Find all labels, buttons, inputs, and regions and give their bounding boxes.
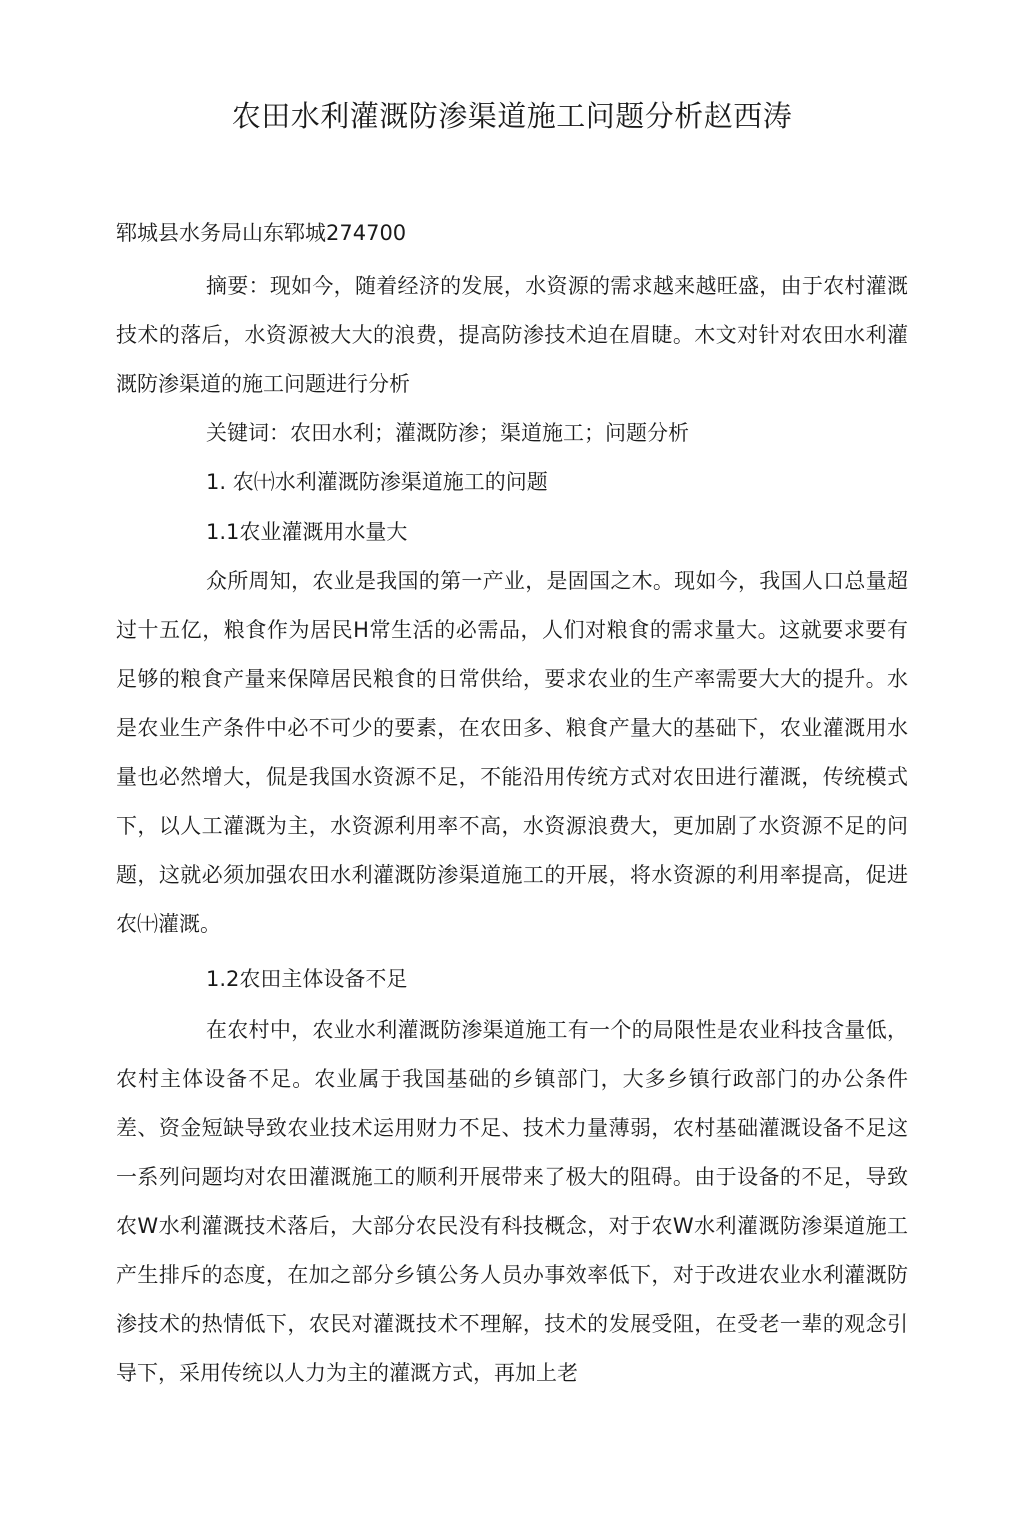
section-heading-1-1: 1.1农业灌溉用水量大 xyxy=(206,520,408,544)
section-1-2-paragraph: 在农村中，农业水利灌溉防渗渠道施工有一个的局限性是农业科技含量低，农村主体设备不足。农业属于我国基础的乡镇部门，大多乡镇行政部门的办公条件差、资金短缺导致农业技术运用财力不足、技术力量薄弱，农村基础灌溉设备不足这一系列问题均对农田灌溉施工的顺利开展带来了极大的阻碍。由于设备的不足，导致农W水利灌溉技术落后，大部分农民没有科技概念，对于农W水利灌溉防渗渠道施工产生排斥的态度，在加之部分乡镇公务人员办事效率低下，对于改进农业水利灌溉防渗技术的热情低下，农民对灌溉技术不理解，技术的发展受阻，在受老一辈的观念引导下，采用传统以人力为主的灌溉方式，再加上老 xyxy=(116,1018,908,1385)
author-affiliation: 郓城县水务局山东郓城274700 xyxy=(116,221,407,245)
section-heading-1: 1. 农㈩水利灌溉防渗渠道施工的问题 xyxy=(206,470,548,494)
document-title: 农田水利灌溉防渗渠道施工问题分析赵西涛 xyxy=(231,99,793,133)
abstract-paragraph: 摘要：现如今，随着经济的发展，水资源的需求越来越旺盛，由于农村灌溉技术的落后，水资源被大大的浪费，提高防渗技术迫在眉睫。木文对针对农田水利灌溉防渗渠道的施工问题进行分析 xyxy=(116,274,908,396)
section-heading-1-2: 1.2农田主体设备不足 xyxy=(206,967,408,991)
keywords-line: 关键词：农田水利；灌溉防渗；渠道施工；问题分析 xyxy=(206,421,689,445)
section-1-1-paragraph: 众所周知，农业是我国的第一产业，是固国之木。现如今，我国人口总量超过十五亿，粮食作为居民H常生活的必需品，人们对粮食的需求量大。这就要求要有足够的粮食产量来保障居民粮食的日常供给，要求农业的生产率需要大大的提升。水是农业生产条件中必不可少的要素，在农田多、粮食产量大的基础下，农业灌溉用水量也必然增大，侃是我国水资源不足，不能沿用传统方式对农田进行灌溉，传统模式下，以人工灌溉为主，水资源利用率不高，水资源浪费大，更加剧了水资源不足的问题，这就必须加强农田水利灌溉防渗渠道施工的开展，将水资源的利用率提高，促进农㈩灌溉。 xyxy=(116,569,908,936)
